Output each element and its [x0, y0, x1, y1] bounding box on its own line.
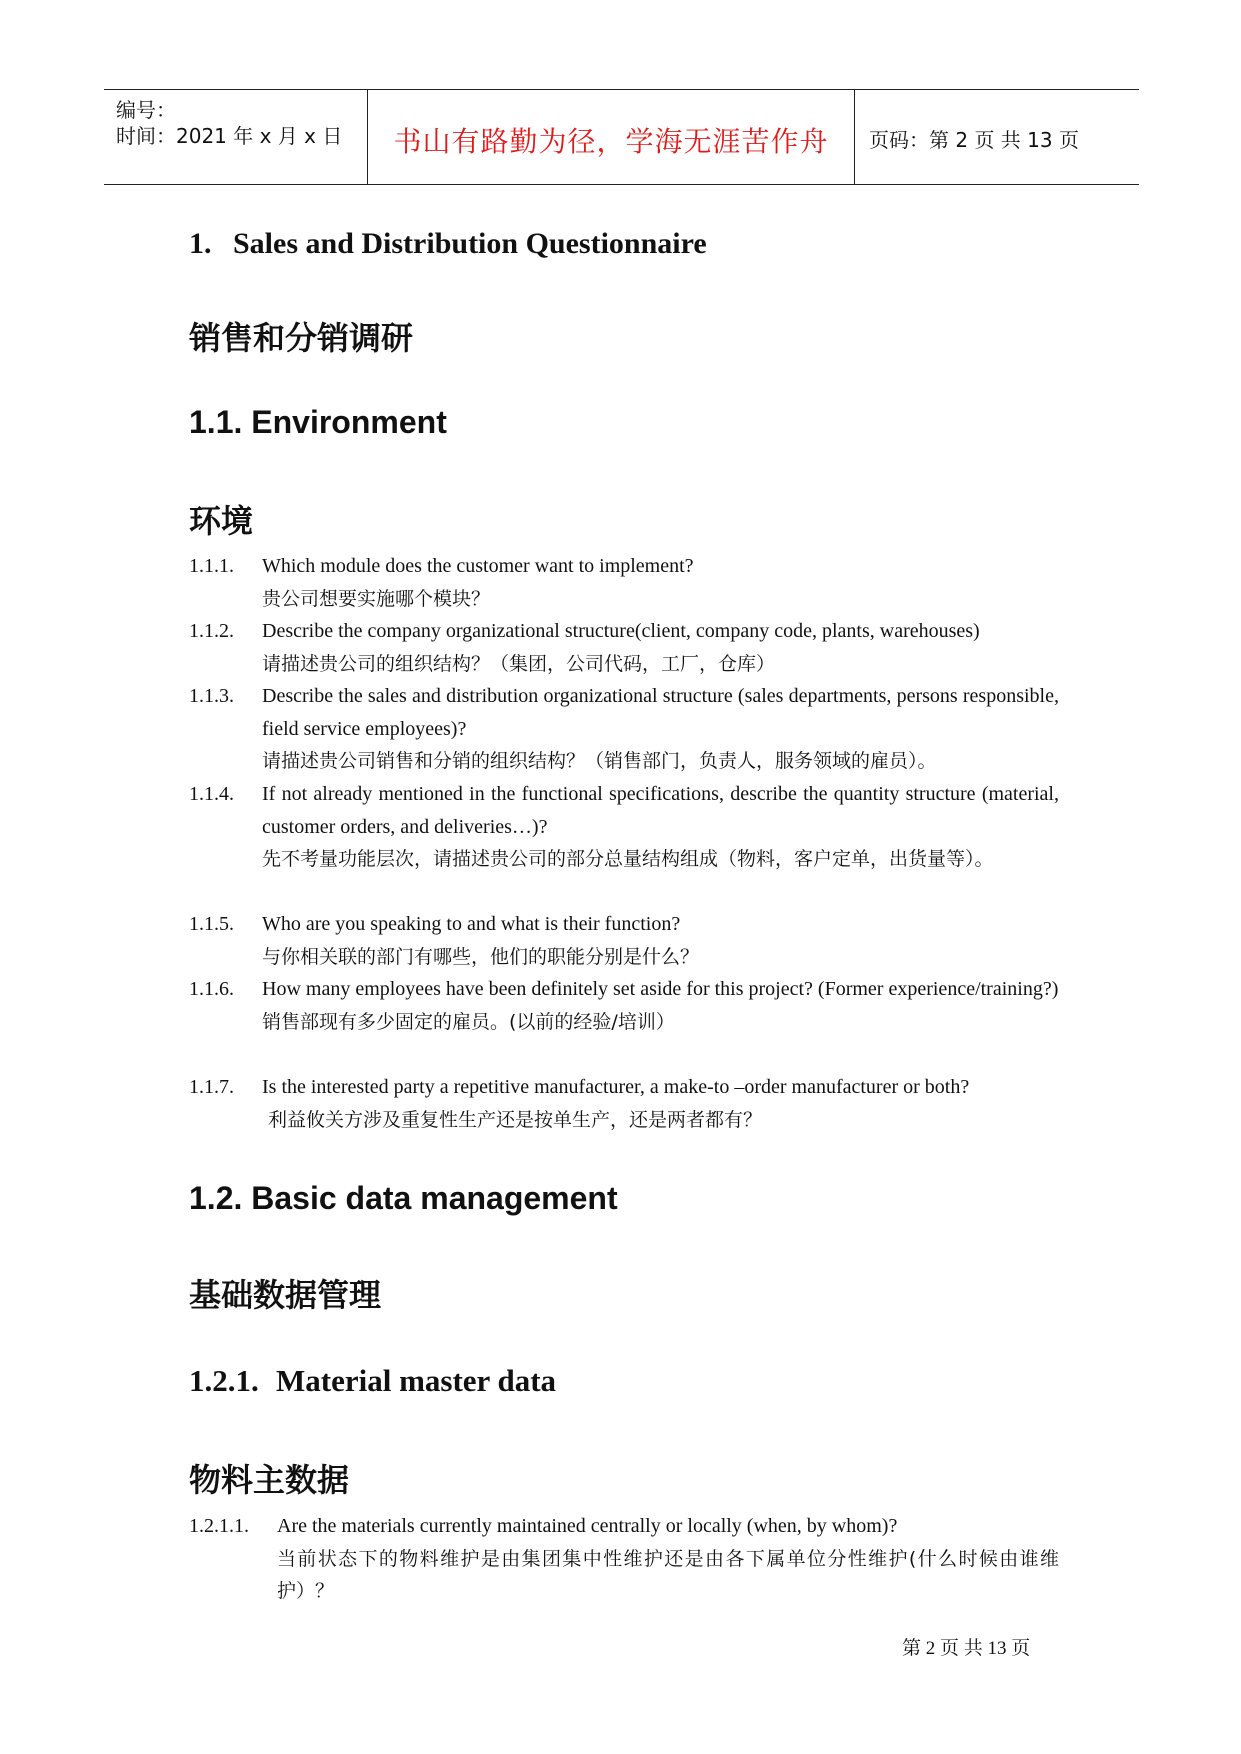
- question-en: How many employees have been definitely set aside for this project? (Former experience/training?): [262, 978, 1059, 1000]
- document-number-label: 编号：: [116, 98, 176, 122]
- section-number: 1.2.1.: [189, 1363, 259, 1398]
- question-number: 1.1.2.: [189, 620, 234, 642]
- question-zh: 销售部现有多少固定的雇员。(以前的经验/培训）: [262, 1010, 675, 1033]
- section-heading-1-2: 1.2. Basic data management: [189, 1180, 618, 1216]
- document-time-label: 时间：2021 年 x 月 x 日: [116, 124, 343, 148]
- question-item: [189, 1510, 1059, 1608]
- section-number: 1.: [189, 227, 212, 260]
- question-item: [189, 615, 1059, 680]
- question-number: 1.2.1.1.: [189, 1515, 249, 1537]
- question-item: [189, 908, 1059, 973]
- section-heading-1-cn: 销售和分销调研: [189, 319, 414, 357]
- question-zh: 利益攸关方涉及重复性生产还是按单生产，还是两者都有？: [262, 1108, 763, 1131]
- question-number: 1.1.5.: [189, 913, 234, 935]
- header-motto: 书山有路勤为径，学海无涯苦作舟: [393, 125, 829, 158]
- question-zh: 请描述贵公司的组织结构？（集团，公司代码，工厂，仓库）: [262, 652, 776, 675]
- section-heading-1: [189, 227, 707, 261]
- question-en: Which module does the customer want to implement?: [262, 555, 694, 577]
- question-en: Are the materials currently maintained centrally or locally (when, by whom)?: [277, 1515, 898, 1537]
- section-heading-1-2-cn: 基础数据管理: [189, 1276, 382, 1314]
- question-item: [189, 680, 1059, 778]
- question-number: 1.1.3.: [189, 685, 234, 707]
- page-footer: 第 2 页 共 13 页: [902, 1638, 1031, 1659]
- question-en: Describe the sales and distribution organizational structure (sales departments, persons responsible, field service employees)?: [262, 685, 1059, 740]
- question-en: Describe the company organizational structure(client, company code, plants, warehouses): [262, 620, 980, 642]
- question-en: Who are you speaking to and what is their function?: [262, 913, 681, 935]
- question-zh: 先不考量功能层次，请描述贵公司的部分总量结构组成（物料，客户定单，出货量等）。: [262, 848, 994, 870]
- question-item: [189, 1071, 1059, 1136]
- header-motto-cell: [368, 90, 855, 184]
- section-heading-1-2-1: [189, 1363, 556, 1399]
- question-en: If not already mentioned in the functional specifications, describe the quantity structure (material, customer orders, and deliveries…)?: [262, 783, 1059, 838]
- header-meta-cell: [104, 90, 368, 184]
- header-page-number: 页码：第 2 页 共 13 页: [869, 128, 1079, 152]
- question-item: [189, 778, 1059, 876]
- question-number: 1.1.7.: [189, 1076, 234, 1098]
- question-zh: 贵公司想要实施哪个模块？: [262, 587, 491, 610]
- question-zh: 与你相关联的部门有哪些，他们的职能分别是什么？: [262, 945, 700, 968]
- question-zh: 当前状态下的物料维护是由集团集中性维护还是由各下属单位分性维护(什么时候由谁维护）？: [277, 1547, 1059, 1602]
- question-item: [189, 973, 1059, 1038]
- question-number: 1.1.4.: [189, 783, 234, 805]
- question-number: 1.1.1.: [189, 555, 234, 577]
- question-zh: 请描述贵公司销售和分销的组织结构？（销售部门，负责人，服务领域的雇员）。: [262, 750, 937, 772]
- section-title: Material master data: [276, 1363, 557, 1398]
- question-number: 1.1.6.: [189, 978, 234, 1000]
- section-heading-1-1: 1.1. Environment: [189, 404, 447, 440]
- section-heading-1-1-cn: 环境: [189, 502, 254, 540]
- section-title: Sales and Distribution Questionnaire: [233, 227, 707, 260]
- question-item: [189, 550, 1059, 615]
- header-page-cell: [855, 90, 1139, 184]
- question-en: Is the interested party a repetitive manufacturer, a make-to –order manufacturer or both?: [262, 1076, 970, 1098]
- page-header-table: [104, 89, 1139, 185]
- section-heading-1-2-1-cn: 物料主数据: [189, 1461, 350, 1499]
